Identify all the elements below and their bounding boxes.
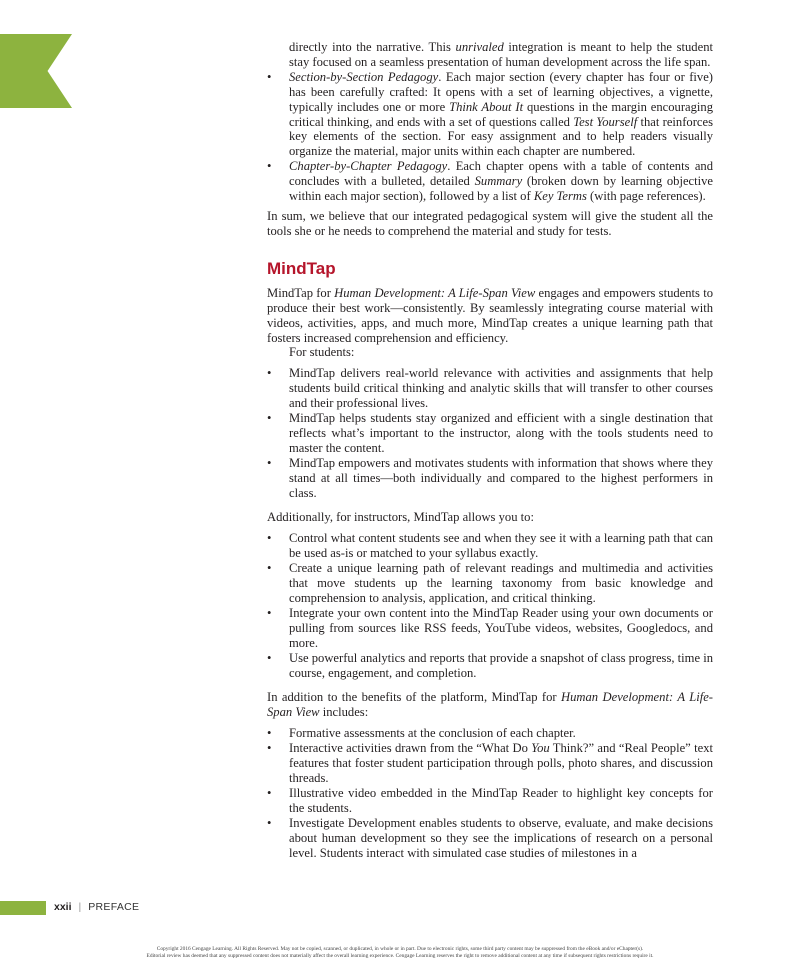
bullet-item [267,70,713,159]
italic-text: Section-by-Section Pedagogy [289,69,439,84]
page-body [267,40,713,860]
text-run: (with page references). [586,189,706,204]
text-run: Interactive activities drawn from the “What Do [289,741,532,756]
page-number: xxii [54,901,72,913]
copyright-line-1: Copyright 2016 Cengage Learning. All Rights Reserved. May not be copied, scanned, or duplicated, in whole or in part. Due to electronic rights, some third party content may be suppressed from the eBook and/or eChapter(s). [156,946,644,952]
italic-text: unrivaled [455,40,504,54]
includes-lead-paragraph [267,690,713,720]
text-run: MindTap delivers real-world relevance with activities and assignments that help students build critical thinking and analytic skills that will transfer to other courses and their professional lives. [289,366,713,411]
text-run: MindTap empowers and motivates students with information that shows where they stand at all times—both individually and compared to the highest performers in class. [289,455,713,500]
includes-bullet-list [267,726,713,860]
bullet-item [267,561,713,606]
text-run: MindTap helps students stay organized and efficient with a single destination that reflects what’s important to the instructor, along with the tools students need to master the content. [289,411,713,455]
bullet-item [267,726,713,741]
running-head: PREFACE [88,901,140,913]
text-run: engages and empowers students to produce their best work—consistently. By seamlessly integrating course material with videos, activities, apps, and much more, MindTap creates a unique learning path that fosters increased comprehension and efficiency. [267,285,713,345]
bullet-item [267,159,713,204]
text-run: Additionally, for instructors, MindTap allows you to: [267,510,534,525]
text-run: integration is meant to help the student stay focused on a seamless presentation of human development across the life span. [289,40,713,69]
bullet-item [267,651,713,681]
bullet-item [267,816,713,861]
text-run: Control what content students see and when they see it with a learning path that can be used as-is or matched to your syllabus exactly. [289,531,713,561]
student-bullet-list [267,366,713,500]
bullet-item [267,456,713,501]
copyright-line-2: Editorial review has deemed that any suppressed content does not materially affect the overall learning experience. Cengage Learning reserves the right to remove additional content at any time if subsequent rights restrictions require it. [146,953,654,959]
text-run: that reinforces key elements of the section. For easy assignment and to help readers visually organize the material, major units within each chapter are numbered. [289,114,713,159]
footer-accent-bar [0,901,46,915]
text-run: . Each major section (every chapter has four or five) has been carefully crafted: It opens with a set of learning objectives, a vignette, typically includes one or more [289,69,713,114]
text-run: questions in the margin encouraging critical thinking, and ends with a set of questions called [289,99,714,129]
text-run: Formative assessments at the conclusion of each chapter. [289,726,576,741]
text-run: In sum, we believe that our integrated pedagogical system will give the student all the tools she or he needs to comprehend the material and study for tests. [267,208,713,238]
text-run: . Each chapter opens with a table of contents and concludes with a bulleted, detailed [289,159,713,189]
italic-text: Human Development: A Life-Span View [334,285,536,300]
intro-continued-paragraph [267,40,713,70]
page-folio [54,900,139,914]
bullet-item [267,741,713,786]
italic-text: You [531,741,550,756]
intro-bullet-list [267,70,713,204]
italic-text: Test Yourself [573,114,638,129]
students-lead-paragraph [267,345,713,360]
text-run: (broken down by learning objective within each major section), followed by a list of [289,174,714,204]
bullet-item [267,366,713,411]
text-run: Illustrative video embedded in the MindTap Reader to highlight key concepts for the students. [289,785,713,815]
intro-summary-paragraph [267,209,713,239]
italic-text: Key Terms [533,189,587,204]
bullet-item [267,786,713,816]
text-run: Think?” and “Real People” text features that foster student participation through polls, photo shares, and discussion threads. [289,741,713,785]
text-run: includes: [319,705,369,720]
text-run: Integrate your own content into the MindTap Reader using your own documents or pulling from sources like RSS feeds, YouTube videos, websites, Googledocs, and more. [289,605,713,650]
instructor-bullet-list [267,531,713,680]
text-run: Investigate Development enables students to observe, evaluate, and make decisions about human development so they see the implications of research on a personal level. Students interact with simulated case studies of milestones in a [289,815,713,860]
folio-separator: | [78,901,82,913]
text-run: For students: [289,345,355,360]
mindtap-intro-paragraph [267,286,713,346]
text-run: MindTap for [267,285,335,300]
copyright-notice [60,946,740,960]
bullet-item [267,411,713,456]
text-run: Create a unique learning path of relevant readings and multimedia and activities that move students up the learning taxonomy from basic knowledge and comprehension to analysis, application, and critical thinking. [289,561,713,605]
chapter-tab-marker [0,34,72,108]
text-run: directly into the narrative. This [289,40,456,54]
italic-text: Summary [474,174,523,189]
section-heading-mindtap: MindTap [267,258,336,278]
italic-text: Chapter-by-Chapter Pedagogy [289,159,448,174]
italic-text: Think About It [449,99,524,114]
text-run: Use powerful analytics and reports that provide a snapshot of class progress, time in course, engagement, and completion. [289,650,713,680]
text-run: In addition to the benefits of the platform, MindTap for [267,690,562,705]
bullet-item [267,531,713,561]
italic-text: Human Development: A Life-Span View [267,690,713,720]
bullet-item [267,606,713,651]
instructors-lead-paragraph [267,510,713,525]
